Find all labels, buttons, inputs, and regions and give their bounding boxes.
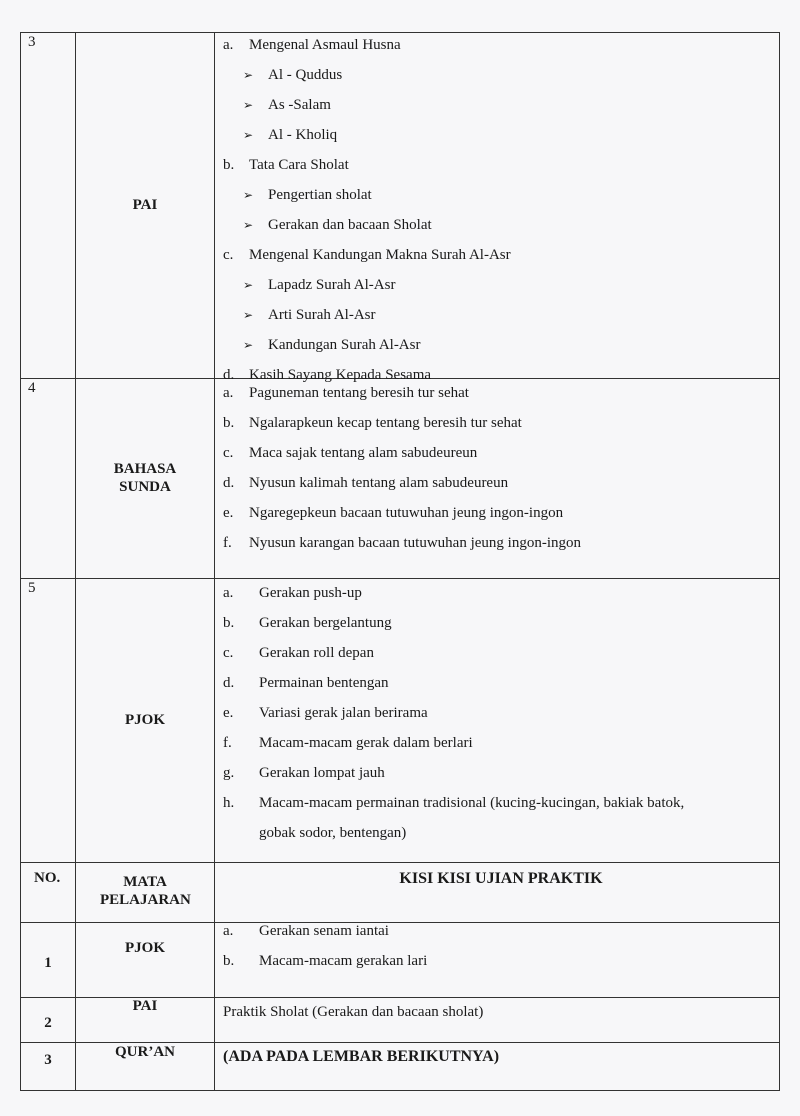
list-item: [223, 528, 779, 558]
list-item: [223, 916, 779, 946]
item-text: Lapadz Surah Al-Asr: [268, 277, 396, 293]
item-text: Ngaregepkeun bacaan tutuwuhan jeung ingon-ingon: [249, 505, 564, 521]
list-item: [223, 330, 779, 360]
list-item: [223, 300, 779, 330]
item-letter: g.: [223, 765, 235, 781]
item-text: Permainan bentengan: [259, 675, 389, 691]
item-text: Macam-macam gerak dalam berlari: [259, 735, 473, 751]
kisi-kisi-list: [215, 916, 779, 976]
item-text: Gerakan bergelantung: [259, 615, 392, 631]
list-item: [223, 270, 779, 300]
item-text: Mengenal Kandungan Makna Surah Al-Asr: [249, 247, 511, 263]
list-item: [223, 378, 779, 408]
row-number: 4: [28, 380, 36, 396]
item-text: Macam-macam permainan tradisional (kucing-kucingan, bakiak batok,: [259, 795, 685, 811]
item-text: Al - Quddus: [268, 67, 343, 83]
subject-label: BAHASA SUNDA: [113, 461, 177, 495]
arrow-bullet-icon: ➢: [243, 68, 254, 82]
kisi-kisi-list: [215, 578, 779, 848]
arrow-bullet-icon: ➢: [243, 98, 254, 112]
item-text: Nyusun karangan bacaan tutuwuhan jeung ingon-ingon: [249, 535, 581, 551]
item-letter: e.: [223, 505, 234, 521]
header-subject-label: MATA PELAJARAN: [100, 874, 191, 908]
list-item: [223, 728, 779, 758]
row-number: 1: [44, 955, 52, 971]
table-column-divider: [20, 32, 21, 1091]
list-item: [223, 120, 779, 150]
subject-name: QUR’AN: [115, 1044, 175, 1060]
item-text: Nyusun kalimah tentang alam sabudeureun: [249, 475, 509, 491]
list-item: [223, 946, 779, 976]
table-row-divider: [20, 1090, 780, 1091]
item-text: Gerakan senam iantai: [259, 923, 389, 939]
list-item: [223, 498, 779, 528]
list-item: [223, 668, 779, 698]
item-text: Kandungan Surah Al-Asr: [268, 337, 421, 353]
list-item: [223, 90, 779, 120]
item-letter: a.: [223, 923, 234, 939]
list-item: [223, 788, 779, 818]
list-item: [223, 210, 779, 240]
item-letter: c.: [223, 247, 234, 263]
item-text: Gerakan dan bacaan Sholat: [268, 217, 432, 233]
list-item: [223, 438, 779, 468]
list-item: [223, 578, 779, 608]
item-letter: h.: [223, 795, 235, 811]
item-letter: d.: [223, 475, 235, 491]
table-row-divider: [20, 862, 780, 863]
item-letter: a.: [223, 37, 234, 53]
row-number: 3: [44, 1051, 52, 1068]
item-letter: a.: [223, 385, 234, 401]
item-letter: b.: [223, 953, 235, 969]
header-no: NO.: [34, 870, 61, 886]
item-text: Gerakan lompat jauh: [259, 765, 385, 781]
item-letter: d.: [223, 367, 235, 383]
list-item: [223, 468, 779, 498]
list-item: [223, 60, 779, 90]
item-text: Paguneman tentang beresih tur sehat: [249, 385, 469, 401]
item-letter: c.: [223, 645, 234, 661]
item-text: Tata Cara Sholat: [249, 157, 349, 173]
kisi-kisi-list: [215, 378, 779, 558]
item-text: Kasih Sayang Kepada Sesama: [249, 367, 432, 383]
item-text: Maca sajak tentang alam sabudeureun: [249, 445, 478, 461]
list-item: [223, 638, 779, 668]
arrow-bullet-icon: ➢: [243, 338, 254, 352]
list-item: [223, 758, 779, 788]
list-item: [223, 818, 779, 848]
item-letter: c.: [223, 445, 234, 461]
row-number: 3: [28, 34, 36, 50]
item-text: Gerakan push-up: [259, 585, 362, 601]
subject-name: [76, 378, 214, 578]
item-letter: b.: [223, 615, 235, 631]
list-item: [223, 408, 779, 438]
subject-name: PJOK: [125, 939, 165, 956]
item-letter: a.: [223, 585, 234, 601]
subject-label: PJOK: [125, 712, 165, 728]
list-item: [223, 698, 779, 728]
item-letter: d.: [223, 675, 235, 691]
item-letter: b.: [223, 157, 235, 173]
subject-name: PAI: [132, 997, 158, 1014]
list-item: [223, 180, 779, 210]
table-column-divider: [779, 32, 780, 1091]
item-text: Al - Kholiq: [268, 127, 338, 143]
arrow-bullet-icon: ➢: [243, 188, 254, 202]
subject-name: [76, 578, 214, 862]
item-letter: f.: [223, 735, 232, 751]
subject-label: PAI: [132, 197, 158, 213]
arrow-bullet-icon: ➢: [243, 128, 254, 142]
row-number: 2: [44, 1015, 52, 1031]
subject-name: [76, 32, 214, 378]
list-item: [223, 608, 779, 638]
item-text: Arti Surah Al-Asr: [268, 307, 376, 323]
item-letter: b.: [223, 415, 235, 431]
item-text: gobak sodor, bentengan): [259, 825, 407, 841]
arrow-bullet-icon: ➢: [243, 308, 254, 322]
kisi-kisi-text: (ADA PADA LEMBAR BERIKUTNYA): [223, 1048, 500, 1065]
arrow-bullet-icon: ➢: [243, 218, 254, 232]
list-item: [223, 240, 779, 270]
item-letter: f.: [223, 535, 232, 551]
list-item: [223, 30, 779, 60]
header-subject: [76, 866, 214, 916]
item-text: Ngalarapkeun kecap tentang beresih tur sehat: [249, 415, 522, 431]
item-text: Pengertian sholat: [268, 187, 372, 203]
arrow-bullet-icon: ➢: [243, 278, 254, 292]
item-text: Gerakan roll depan: [259, 645, 374, 661]
item-text: Macam-macam gerakan lari: [259, 953, 428, 969]
row-number: 5: [28, 580, 36, 596]
item-letter: e.: [223, 705, 234, 721]
list-item: [223, 150, 779, 180]
kisi-kisi-list: [215, 30, 779, 390]
item-text: Mengenal Asmaul Husna: [249, 37, 401, 53]
kisi-kisi-text: Praktik Sholat (Gerakan dan bacaan sholat): [223, 1004, 484, 1020]
item-text: Variasi gerak jalan berirama: [259, 705, 428, 721]
item-text: As -Salam: [268, 97, 331, 113]
header-content: KISI KISI UJIAN PRAKTIK: [399, 870, 603, 887]
